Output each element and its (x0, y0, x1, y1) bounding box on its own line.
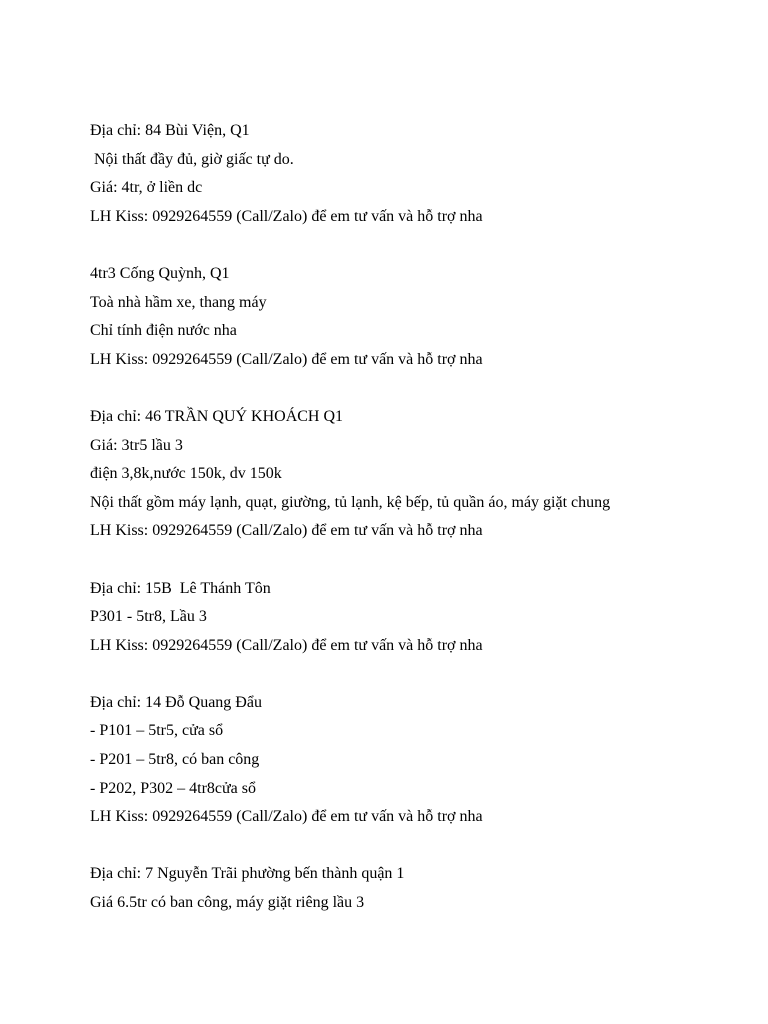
listing-block (90, 260, 750, 374)
listing-block (90, 117, 750, 231)
description-line: Nội thất đầy đủ, giờ giấc tự do. (90, 150, 294, 168)
document-page (90, 117, 750, 918)
description-line: Toà nhà hầm xe, thang máy (90, 293, 267, 311)
listing-block (90, 860, 750, 917)
contact-line: LH Kiss: 0929264559 (Call/Zalo) để em tư vấn và hỗ trợ nha (90, 207, 483, 225)
room-line: - P101 – 5tr5, cửa sổ (90, 722, 224, 740)
description-line: Nội thất gồm máy lạnh, quạt, giường, tủ lạnh, kệ bếp, tủ quần áo, máy giặt chung (90, 493, 611, 511)
listing-block (90, 689, 750, 832)
address-line: Địa chỉ: 84 Bùi Viện, Q1 (90, 122, 250, 139)
room-line: - P202, P302 – 4tr8cửa sổ (90, 779, 256, 797)
address-line: Địa chỉ: 46 TRẦN QUÝ KHOÁCH Q1 (90, 407, 344, 425)
listing-block (90, 403, 750, 546)
room-line: - P201 – 5tr8, có ban công (90, 751, 260, 769)
contact-line: LH Kiss: 0929264559 (Call/Zalo) để em tư vấn và hỗ trợ nha (90, 350, 483, 368)
address-line: 4tr3 Cống Quỳnh, Q1 (90, 264, 230, 282)
utilities-line: điện 3,8k,nước 150k, dv 150k (90, 465, 282, 483)
address-line: Địa chỉ: 7 Nguyễn Trãi phường bến thành quận 1 (90, 865, 405, 883)
address-line: Địa chỉ: 14 Đỗ Quang Đẩu (90, 693, 262, 711)
contact-line: LH Kiss: 0929264559 (Call/Zalo) để em tư vấn và hỗ trợ nha (90, 636, 483, 654)
price-line: Giá: 4tr, ở liền dc (90, 179, 203, 197)
address-line: Địa chỉ: 15B Lê Thánh Tôn (90, 579, 271, 597)
listing-block (90, 575, 750, 661)
contact-line: LH Kiss: 0929264559 (Call/Zalo) để em tư vấn và hỗ trợ nha (90, 808, 483, 826)
price-line: Giá: 3tr5 lầu 3 (90, 436, 183, 454)
contact-line: LH Kiss: 0929264559 (Call/Zalo) để em tư vấn và hỗ trợ nha (90, 522, 483, 540)
price-line: Giá 6.5tr có ban công, máy giặt riêng lầu 3 (90, 894, 365, 912)
room-line: P301 - 5tr8, Lầu 3 (90, 608, 207, 626)
description-line: Chỉ tính điện nước nha (90, 322, 237, 340)
